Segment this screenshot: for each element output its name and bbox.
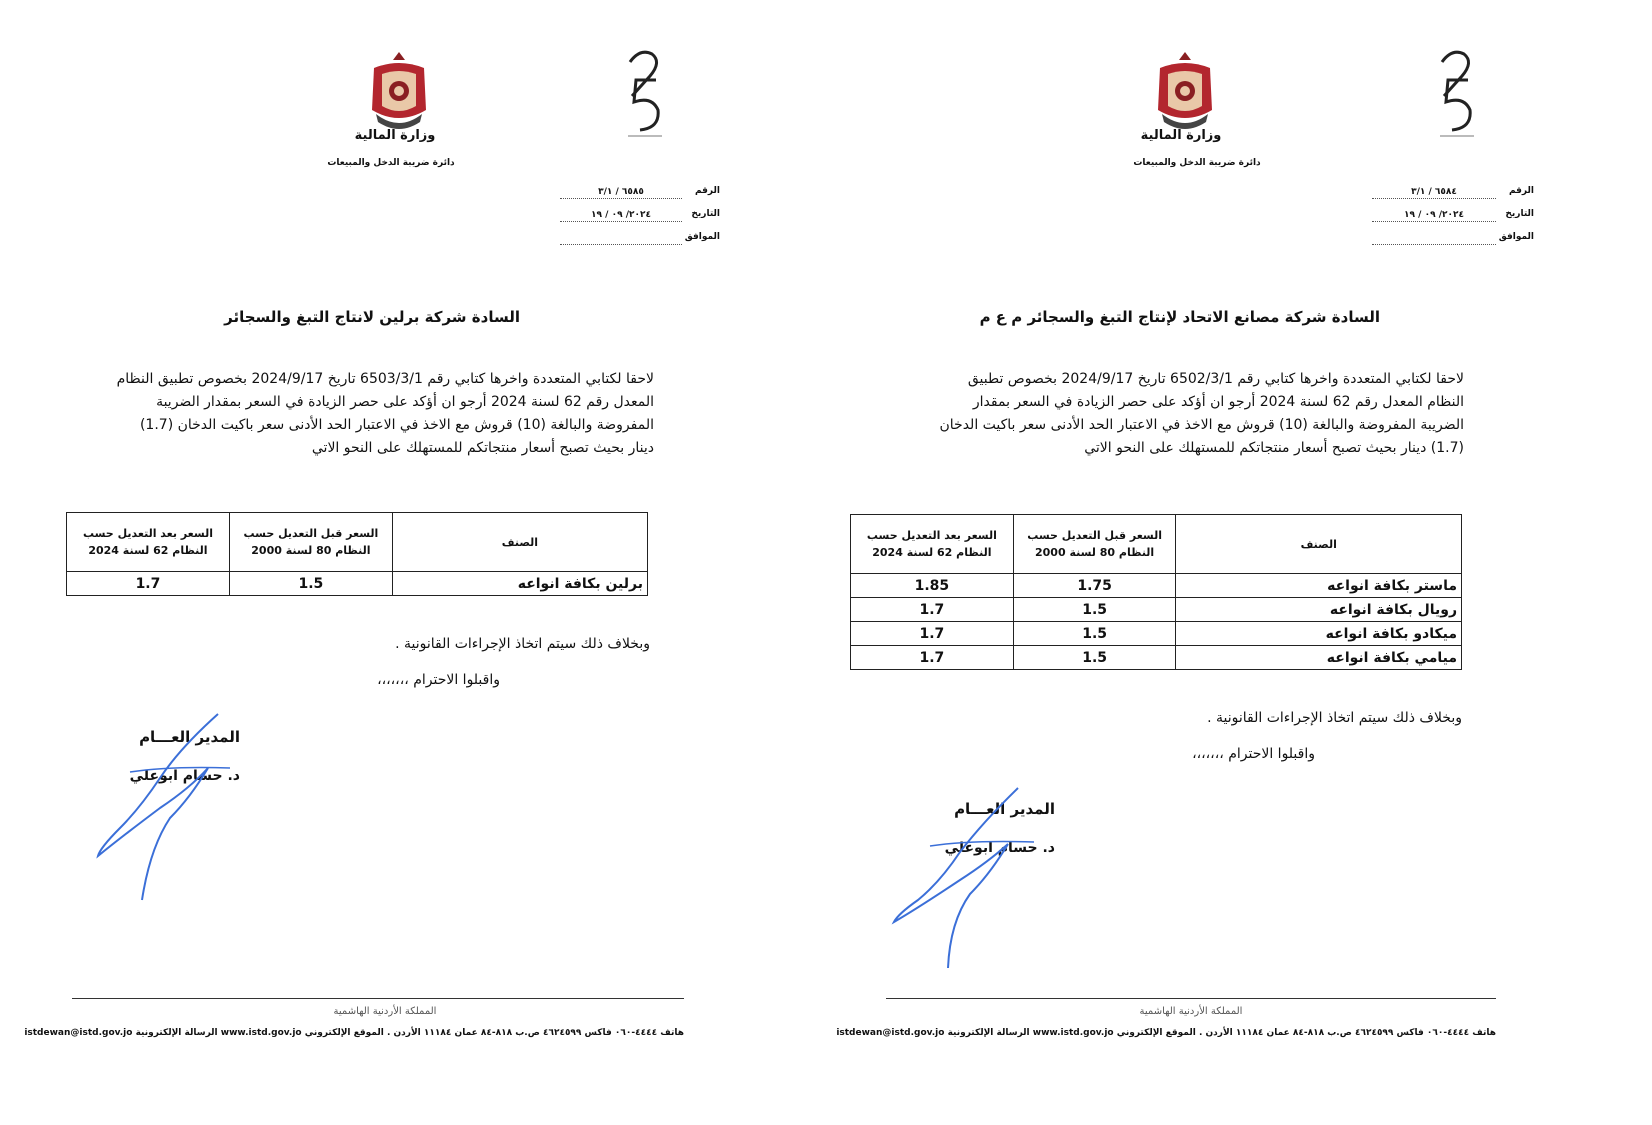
col-header-category: الصنف bbox=[392, 513, 647, 572]
letter-body: لاحقا لكتابي المتعددة واخرها كتابي رقم 6502/3/1 تاريخ 2024/9/17 بخصوص تطبيق النظام المعدل رقم 62 لسنة 2024 أرجو ان أؤكد على حصر الزيادة في السعر بمقدار الضريبة المفروضة والبالغة (10) قروش مع الاخذ في الاعتبار الحد الأدنى سعر باكيت الدخان (1.7) دينار بحيث تصبح أسعار منتجاتكم للمستهلك على النحو الاتي bbox=[939, 371, 1464, 456]
footer-contact: هاتف ٤٤٤٤-٠٦٠ فاكس ٤٦٢٤٥٩٩ ص.ب ٨١٨-٨٤ عمان ١١١٨٤ الأردن . الموقع الإلكتروني www.istd.gov.jo الرسالة الإلكترونية istdewan@istd.gov.jo bbox=[836, 1028, 1496, 1038]
col-header-price-after: السعر بعد التعديل حسب النظام 62 لسنة 2024 bbox=[67, 513, 230, 572]
product-name: ماستر بكافة انواعه bbox=[1176, 574, 1462, 598]
jordan-coat-of-arms-icon bbox=[1150, 48, 1220, 138]
col-header-category: الصنف bbox=[1176, 515, 1462, 574]
price-after: 1.7 bbox=[851, 622, 1014, 646]
col-header-price-before: السعر قبل التعديل حسب النظام 80 لسنة 2000 bbox=[229, 513, 392, 572]
jubilee-25-logo-icon bbox=[1434, 44, 1480, 144]
col-header-price-after: السعر بعد التعديل حسب النظام 62 لسنة 2024 bbox=[851, 515, 1014, 574]
table-row bbox=[851, 598, 1462, 622]
ref-label: الرقم bbox=[1508, 186, 1534, 196]
corresponding-value bbox=[560, 232, 682, 245]
ministry-name: وزارة المالية bbox=[354, 128, 436, 143]
table-row bbox=[851, 574, 1462, 598]
date-row bbox=[1372, 209, 1534, 225]
price-after: 1.85 bbox=[851, 574, 1014, 598]
price-after: 1.7 bbox=[851, 646, 1014, 670]
price-after: 1.7 bbox=[851, 598, 1014, 622]
handwritten-signature-icon bbox=[90, 708, 240, 908]
product-name: ميكادو بكافة انواعه bbox=[1176, 622, 1462, 646]
date-value: ٢٠٢٤/ ٠٩ / ١٩ bbox=[1372, 209, 1496, 222]
corresponding-row bbox=[560, 232, 720, 248]
corresponding-value bbox=[1372, 232, 1496, 245]
footer-rule bbox=[886, 998, 1496, 999]
corresponding-label: الموافق bbox=[684, 232, 720, 242]
table-row bbox=[851, 622, 1462, 646]
regards: واقبلوا الاحترام ،،،،،،، bbox=[1192, 746, 1315, 762]
product-name: برلين بكافة انواعه bbox=[392, 572, 647, 596]
price-before: 1.75 bbox=[1013, 574, 1176, 598]
footer-brand: المملكة الأردنية الهاشمية bbox=[333, 1006, 437, 1017]
jordan-coat-of-arms-icon bbox=[364, 48, 434, 138]
col-header-price-before: السعر قبل التعديل حسب النظام 80 لسنة 2000 bbox=[1013, 515, 1176, 574]
jubilee-25-logo-icon bbox=[622, 44, 668, 144]
ref-value: ٦٥٨٥ / ٣/١ bbox=[560, 186, 682, 199]
date-label: التاريخ bbox=[1505, 209, 1534, 219]
price-before: 1.5 bbox=[229, 572, 392, 596]
addressee: السادة شركة برلين لانتاج التبغ والسجائر bbox=[224, 308, 520, 326]
ministry-name: وزارة المالية bbox=[1140, 128, 1222, 143]
department-name: دائرة ضريبة الدخل والمبيعات bbox=[1133, 158, 1261, 168]
legal-warning: وبخلاف ذلك سيتم اتخاذ الإجراءات القانونية . bbox=[1207, 710, 1462, 726]
department-name: دائرة ضريبة الدخل والمبيعات bbox=[327, 158, 455, 168]
letter-union-factories bbox=[836, 0, 1652, 1125]
price-table bbox=[66, 512, 648, 596]
signature-title: المدير العـــام bbox=[139, 728, 240, 746]
footer-contact: هاتف ٤٤٤٤-٠٦٠ فاكس ٤٦٢٤٥٩٩ ص.ب ٨١٨-٨٤ عمان ١١١٨٤ الأردن . الموقع الإلكتروني www.istd.gov.jo الرسالة الإلكترونية istdewan@istd.gov.jo bbox=[24, 1028, 684, 1038]
price-after: 1.7 bbox=[67, 572, 230, 596]
ref-value: ٦٥٨٤ / ٣/١ bbox=[1372, 186, 1496, 199]
footer-brand: المملكة الأردنية الهاشمية bbox=[1139, 1006, 1243, 1017]
price-before: 1.5 bbox=[1013, 598, 1176, 622]
product-name: رويال بكافة انواعه bbox=[1176, 598, 1462, 622]
corresponding-row bbox=[1372, 232, 1534, 248]
letter-body: لاحقا لكتابي المتعددة واخرها كتابي رقم 6503/3/1 تاريخ 2024/9/17 بخصوص تطبيق النظام المعدل رقم 62 لسنة 2024 أرجو ان أؤكد على حصر الزيادة في السعر بمقدار الضريبة المفروضة والبالغة (10) قروش مع الاخذ في الاعتبار الحد الأدنى سعر باكيت الدخان (1.7) دينار بحيث تصبح أسعار منتجاتكم للمستهلك على النحو الاتي bbox=[116, 371, 654, 456]
footer-rule bbox=[72, 998, 684, 999]
date-row bbox=[560, 209, 720, 225]
signature-title: المدير العـــام bbox=[954, 800, 1055, 818]
legal-warning: وبخلاف ذلك سيتم اتخاذ الإجراءات القانونية . bbox=[395, 636, 650, 652]
addressee: السادة شركة مصانع الاتحاد لإنتاج التبغ والسجائر م ع م bbox=[979, 308, 1380, 326]
price-table bbox=[850, 514, 1462, 670]
signatory-name: د. حسام ابوعلي bbox=[944, 840, 1055, 856]
ref-label: الرقم bbox=[694, 186, 720, 196]
product-name: ميامي بكافة انواعه bbox=[1176, 646, 1462, 670]
price-before: 1.5 bbox=[1013, 646, 1176, 670]
ref-row bbox=[560, 186, 720, 202]
ref-row bbox=[1372, 186, 1534, 202]
corresponding-label: الموافق bbox=[1498, 232, 1534, 242]
table-row bbox=[67, 572, 648, 596]
handwritten-signature-icon bbox=[888, 782, 1048, 972]
table-row bbox=[851, 646, 1462, 670]
signatory-name: د. حسام ابوعلي bbox=[129, 768, 240, 784]
date-label: التاريخ bbox=[691, 209, 720, 219]
price-before: 1.5 bbox=[1013, 622, 1176, 646]
regards: واقبلوا الاحترام ،،،،،،، bbox=[377, 672, 500, 688]
letter-berlin bbox=[0, 0, 760, 1125]
date-value: ٢٠٢٤/ ٠٩ / ١٩ bbox=[560, 209, 682, 222]
